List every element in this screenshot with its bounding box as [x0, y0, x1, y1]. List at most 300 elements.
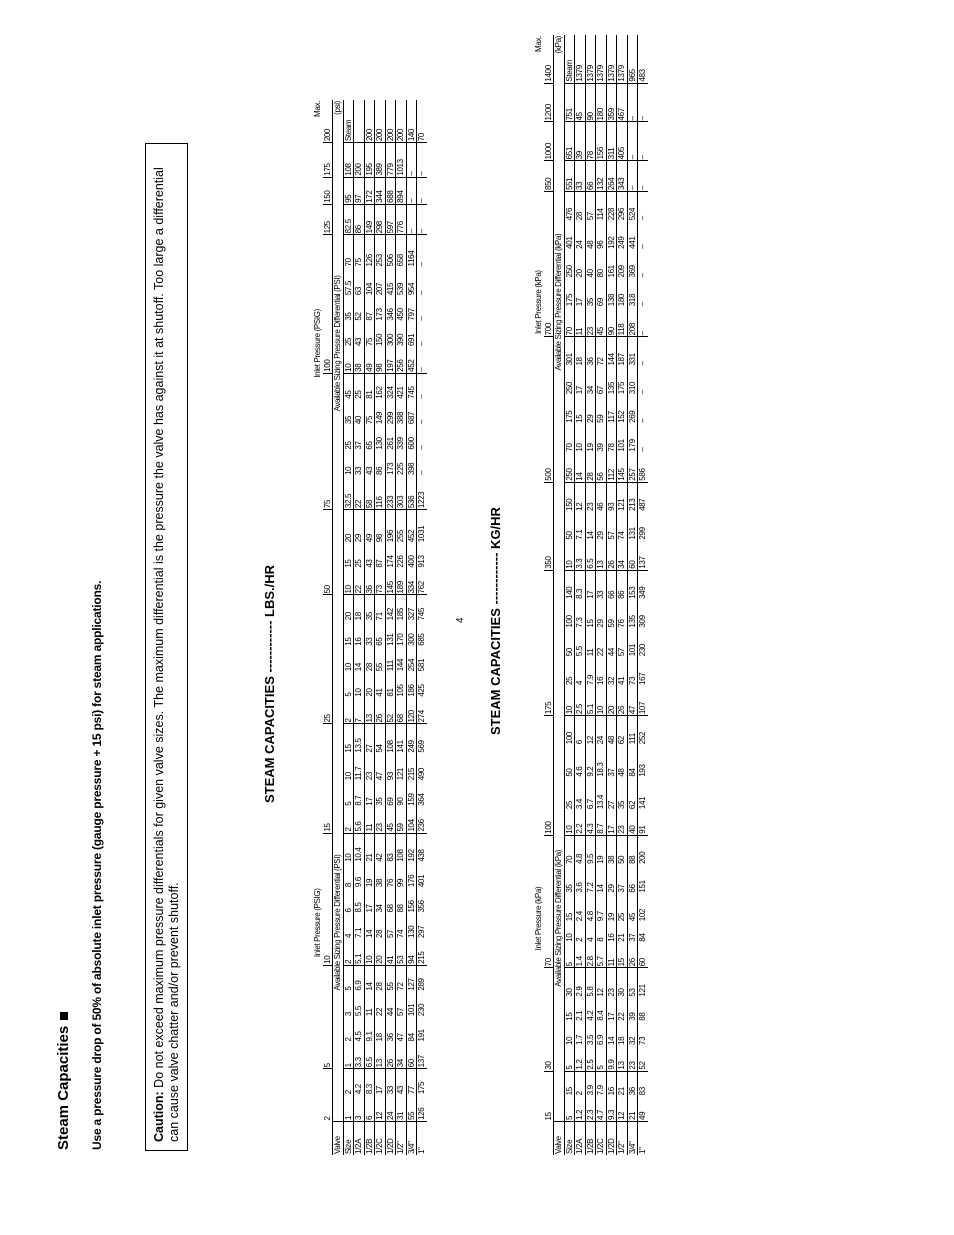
capacity-cell: 10 — [596, 686, 607, 716]
capacity-cell: 15 — [617, 943, 628, 968]
capacity-cell: 24 — [385, 1095, 396, 1121]
differential-value: 10 — [564, 686, 575, 716]
capacity-cell: 114 — [596, 192, 607, 222]
differential-value: 10 — [343, 451, 354, 476]
capacity-cell: 81 — [385, 672, 396, 697]
capacity-cell: 309 — [638, 600, 648, 629]
capacity-cell: 60 — [638, 943, 648, 968]
capacity-cell: 359 — [606, 83, 617, 122]
capacity-cell: 73 — [638, 1022, 648, 1046]
capacity-cell: 93 — [606, 482, 617, 512]
capacity-cell: 19 — [364, 863, 375, 888]
size-label: Size — [343, 1122, 354, 1156]
capacity-cell: 581 — [417, 647, 427, 672]
differential-value: 70 — [564, 835, 575, 865]
capacity-cell: 215 — [406, 754, 417, 782]
table-lbs — [313, 100, 427, 1155]
valve-size: 1" — [638, 1122, 648, 1156]
capacity-cell: 47 — [627, 686, 638, 716]
capacity-cell: 25 — [354, 543, 365, 568]
capacity-cell: 8.3 — [575, 570, 586, 600]
valve-label: Valve — [333, 1122, 344, 1156]
blank-cell — [313, 510, 323, 724]
capacity-cell: 45 — [627, 894, 638, 923]
capacity-cell: 57 — [396, 992, 407, 1017]
capacity-cell: 101 — [627, 629, 638, 658]
valve-size: 1/2D — [385, 1122, 396, 1156]
capacity-cell: 87 — [375, 543, 386, 568]
inlet-pressure-value: 1400 — [544, 35, 554, 83]
capacity-cell: 23 — [375, 807, 386, 833]
capacity-cell: 390 — [396, 322, 407, 347]
capacity-cell: 43 — [364, 451, 375, 476]
capacity-cell: 687 — [406, 400, 417, 425]
capacity-cell: 3.4 — [575, 778, 586, 810]
inlet-pressure-value: 5 — [323, 965, 333, 1069]
capacity-cell: 20 — [606, 686, 617, 716]
capacity-cell: 93 — [385, 754, 396, 782]
capacity-cell: 252 — [638, 716, 648, 746]
differential-value: 10 — [343, 347, 354, 373]
caution-label: Caution: — [152, 1091, 166, 1142]
valve-size: 1/2C — [375, 1122, 386, 1156]
capacity-cell: 21 — [617, 922, 628, 942]
capacity-cell: 55 — [406, 1095, 417, 1121]
capacity-cell: 8.5 — [354, 888, 365, 913]
capacity-cell: 108 — [385, 724, 396, 754]
capacity-cell: 298 — [375, 204, 386, 235]
capacity-cell: 3 — [354, 1095, 365, 1121]
capacity-cell: 19 — [606, 894, 617, 923]
capacity-cell: 11 — [585, 629, 596, 658]
capacity-cell: 15 — [575, 395, 586, 424]
inlet-pressure-value: 150 — [323, 177, 333, 204]
capacity-cell: 9.5 — [585, 835, 596, 865]
differential-value: 8 — [343, 863, 354, 888]
capacity-cell: 17 — [364, 888, 375, 913]
capacity-cell: 104 — [406, 807, 417, 833]
table-row — [596, 35, 607, 1155]
inlet-pressure-value: 175 — [544, 570, 554, 715]
differential-value: 301 — [564, 337, 575, 367]
capacity-cell: 45 — [385, 807, 396, 833]
capacity-cell: 105 — [396, 672, 407, 697]
capacity-cell: 36 — [585, 337, 596, 367]
capacity-cell: 83 — [638, 1071, 648, 1096]
capacity-cell: 8.3 — [364, 1069, 375, 1095]
capacity-cell: 8.4 — [596, 998, 607, 1022]
differential-value: 50 — [564, 512, 575, 541]
capacity-cell: 779 — [385, 143, 396, 177]
capacity-cell: 53 — [627, 968, 638, 998]
capacity-cell: 3.6 — [575, 865, 586, 894]
capacity-cell: 2.2 — [575, 810, 586, 835]
capacity-cell: 23 — [606, 968, 617, 998]
table-row — [585, 35, 596, 1155]
capacity-cell: 90 — [396, 781, 407, 806]
capacity-cell: 233 — [385, 476, 396, 510]
differential-value: 10 — [564, 1022, 575, 1046]
capacity-cell: 14 — [606, 1022, 617, 1046]
differential-value: 20 — [343, 510, 354, 544]
inlet-pressure-value: 350 — [544, 482, 554, 570]
table-row — [354, 100, 365, 1155]
capacity-cell: 180 — [617, 279, 628, 308]
capacity-cell: 467 — [617, 83, 628, 122]
capacity-cell: 586 — [638, 453, 648, 483]
differential-value: 1 — [343, 1043, 354, 1069]
capacity-cell: 149 — [364, 204, 375, 235]
capacity-cell: 104 — [364, 267, 375, 296]
max-label: Max. — [313, 101, 322, 117]
capacity-cell: 31 — [396, 1095, 407, 1121]
header-inlet-row — [313, 100, 323, 1155]
capacity-cell: 131 — [385, 621, 396, 646]
capacity-cell: 88 — [638, 998, 648, 1022]
capacity-cell: 597 — [385, 204, 396, 235]
capacity-cell: 17 — [575, 367, 586, 396]
capacity-cell: 22 — [354, 476, 365, 510]
capacity-cell: 10 — [575, 424, 586, 453]
capacity-cell: 88 — [396, 888, 407, 913]
capacity-cell: 162 — [375, 373, 386, 399]
capacity-cell: 13 — [617, 1046, 628, 1071]
capacity-cell: 48 — [617, 745, 628, 777]
capacity-cell: 364 — [417, 781, 427, 806]
square-bullet-icon — [60, 1012, 68, 1020]
capacity-cell: – — [417, 235, 427, 268]
differential-value: 15 — [564, 1071, 575, 1096]
capacity-cell: 5.6 — [354, 807, 365, 833]
differential-value: 100 — [564, 600, 575, 629]
capacity-cell: 94 — [406, 939, 417, 965]
blank-cell — [313, 1122, 323, 1156]
capacity-cell: 200 — [638, 835, 648, 865]
capacity-cell: 310 — [627, 367, 638, 396]
capacity-cell: 7.9 — [596, 1071, 607, 1096]
differential-value: 2 — [343, 698, 354, 724]
inlet-pressure-value: 100 — [544, 716, 554, 836]
capacity-cell: 5.5 — [354, 992, 365, 1017]
capacity-cell: 60 — [627, 541, 638, 571]
capacity-cell: 15 — [585, 600, 596, 629]
capacity-cell: 151 — [638, 865, 648, 894]
blank-cell — [554, 482, 565, 715]
differential-value: 35 — [343, 296, 354, 321]
capacity-cell: 49 — [364, 510, 375, 544]
capacity-cell: 37 — [606, 745, 617, 777]
capacity-cell: 73 — [627, 657, 638, 686]
capacity-cell: 23 — [585, 307, 596, 337]
differential-value: 45 — [343, 373, 354, 399]
capacity-cell: 23 — [627, 1046, 638, 1071]
capacity-cell: 108 — [396, 833, 407, 863]
capacity-cell: 4.3 — [585, 810, 596, 835]
section-heading: Steam Capacities — [55, 1012, 72, 1150]
capacity-cell: 225 — [396, 451, 407, 476]
capacity-cell: 98 — [375, 510, 386, 544]
capacity-cell: 1379 — [585, 35, 596, 83]
capacity-cell: 23 — [364, 754, 375, 782]
capacity-cell: 10 — [364, 939, 375, 965]
differential-value: 10 — [343, 833, 354, 863]
capacity-cell: 22 — [596, 629, 607, 658]
capacity-cell: 29 — [585, 395, 596, 424]
capacity-cell: 13 — [364, 698, 375, 724]
capacity-cell: 33 — [575, 161, 586, 192]
capacity-cell: 175 — [617, 367, 628, 396]
capacity-cell: 34 — [375, 888, 386, 913]
capacity-cell: 58 — [364, 476, 375, 510]
capacity-cell: 14 — [575, 453, 586, 483]
table-row — [575, 35, 586, 1155]
capacity-cell: 487 — [638, 482, 648, 512]
capacity-cell: 7.1 — [575, 512, 586, 541]
capacity-cell: 74 — [617, 512, 628, 541]
capacity-cell: 200 — [396, 100, 407, 143]
capacity-cell: 29 — [596, 600, 607, 629]
capacity-cell: 249 — [617, 221, 628, 250]
capacity-cell: 29 — [596, 512, 607, 541]
capacity-cell: 40 — [354, 400, 365, 425]
capacity-cell: 11.7 — [354, 754, 365, 782]
capacity-cell: 450 — [396, 296, 407, 321]
capacity-cell: 28 — [375, 965, 386, 991]
header-sizing-row — [333, 100, 344, 1155]
capacity-cell: 41 — [375, 672, 386, 697]
table-row — [385, 100, 396, 1155]
capacity-cell: 300 — [406, 621, 417, 646]
capacity-cell: 24 — [596, 716, 607, 746]
differential-value: 5 — [564, 943, 575, 968]
capacity-cell: 3.5 — [585, 1022, 596, 1046]
capacity-cell: 175 — [417, 1069, 427, 1095]
capacity-cell: 346 — [385, 296, 396, 321]
capacity-cell: 75 — [354, 235, 365, 268]
capacity-cell: 86 — [617, 570, 628, 600]
capacity-cell: – — [406, 204, 417, 235]
capacity-cell: 685 — [417, 621, 427, 646]
capacity-cell: 66 — [627, 865, 638, 894]
capacity-cell: 91 — [638, 810, 648, 835]
capacity-cell: 152 — [617, 395, 628, 424]
blank-cell — [544, 1122, 554, 1156]
inlet-pressure-value: 15 — [543, 1112, 553, 1121]
differential-value: 15 — [564, 998, 575, 1022]
capacity-cell: – — [406, 177, 417, 204]
capacity-cell: 7.2 — [585, 865, 596, 894]
capacity-cell: 5.8 — [585, 968, 596, 998]
capacity-cell: 87 — [364, 296, 375, 321]
capacity-cell: 189 — [396, 569, 407, 595]
capacity-cell: 25 — [617, 894, 628, 923]
header-differential-row — [564, 35, 575, 1155]
inlet-pressure-value: 200 — [323, 100, 333, 143]
capacity-cell: 745 — [406, 373, 417, 399]
capacity-cell: 176 — [406, 863, 417, 888]
inlet-pressure-value: 25 — [323, 595, 333, 724]
capacity-cell: 2 — [575, 922, 586, 942]
capacity-cell: 43 — [396, 1069, 407, 1095]
capacity-cell: 257 — [627, 453, 638, 483]
capacity-cell: 156 — [596, 122, 607, 161]
table-row — [627, 35, 638, 1155]
sizing-differential-label: Available Sizing Pressure Differential (kPa) — [554, 122, 565, 482]
capacity-cell: 8 — [596, 922, 607, 942]
capacity-cell: – — [627, 122, 638, 161]
capacity-cell: 55 — [375, 647, 386, 672]
capacity-cell: – — [638, 83, 648, 122]
differential-value: 15 — [343, 724, 354, 754]
inlet-pressure-value: 15 — [323, 724, 333, 833]
capacity-cell: 5.5 — [575, 629, 586, 658]
caution-text: Do not exceed maximum pressure differentials for given valve sizes. The maximum differential is the pressure the valve has against it at shutoff. Too large a differential can cause valve chatter and/or prevent shutoff. — [152, 167, 181, 1142]
inlet-pressure-value: 1000 — [544, 122, 554, 161]
capacity-cell: 13.4 — [596, 778, 607, 810]
capacity-cell: – — [638, 337, 648, 367]
capacity-cell: 173 — [375, 296, 386, 321]
differential-value: 10 — [343, 569, 354, 595]
capacity-cell: 97 — [354, 177, 365, 204]
capacity-cell: 249 — [406, 724, 417, 754]
capacity-cell: 21 — [617, 1071, 628, 1096]
capacity-cell: 32 — [606, 657, 617, 686]
capacity-cell: 39 — [627, 998, 638, 1022]
capacity-cell: 1379 — [596, 35, 607, 83]
capacity-cell: 965 — [627, 35, 638, 83]
capacity-cell: 9.9 — [606, 1046, 617, 1071]
capacity-cell: 21 — [627, 1096, 638, 1121]
inlet-pressure-value: 2 — [322, 1116, 332, 1121]
size-label: Size — [564, 1122, 575, 1156]
capacity-cell: 70 — [417, 100, 427, 143]
capacity-cell: 86 — [375, 451, 386, 476]
capacity-cell: 68 — [385, 888, 396, 913]
inlet-pressure-label: Inlet Pressure (PSIG) — [313, 888, 322, 958]
capacity-cell: 236 — [417, 807, 427, 833]
differential-value: 2 — [343, 1069, 354, 1095]
capacity-cell: 28 — [575, 192, 586, 222]
differential-value: 15 — [343, 621, 354, 646]
capacity-cell: 135 — [606, 367, 617, 396]
capacity-cell: 688 — [385, 177, 396, 204]
differential-value: 651 — [564, 122, 575, 161]
capacity-cell: 193 — [638, 745, 648, 777]
capacity-cell: 10 — [354, 672, 365, 697]
capacity-cell: 9.3 — [606, 1096, 617, 1121]
capacity-cell: 536 — [406, 476, 417, 510]
capacity-cell: 691 — [406, 322, 417, 347]
capacity-cell: 62 — [627, 778, 638, 810]
capacity-cell: – — [417, 204, 427, 235]
capacity-cell: 62 — [617, 716, 628, 746]
capacity-cell: 405 — [617, 122, 628, 161]
capacity-cell: – — [417, 143, 427, 177]
capacity-cell: 74 — [396, 914, 407, 939]
capacity-cell: 388 — [396, 400, 407, 425]
capacity-cell: 7 — [354, 698, 365, 724]
capacity-cell: 50 — [617, 835, 628, 865]
capacity-cell: 11 — [575, 307, 586, 337]
capacity-cell: 35 — [364, 595, 375, 621]
capacity-cell: 9.2 — [585, 745, 596, 777]
differential-value: 1 — [343, 1095, 354, 1121]
differential-value: 20 — [343, 595, 354, 621]
differential-value: 70 — [343, 235, 354, 268]
capacity-cell: 43 — [364, 543, 375, 568]
capacity-cell: 14 — [364, 914, 375, 939]
capacity-cell: 35 — [617, 778, 628, 810]
capacity-cell: 255 — [396, 510, 407, 544]
capacity-cell: 208 — [627, 307, 638, 337]
differential-value: 175 — [564, 395, 575, 424]
capacity-cell: 118 — [617, 307, 628, 337]
sizing-differential-label: Available Sizing Pressure Differential (PSI) — [333, 724, 344, 1122]
capacity-cell: 195 — [364, 143, 375, 177]
inlet-pressure-value: 50 — [323, 510, 333, 595]
capacity-cell: 4.8 — [575, 835, 586, 865]
differential-value: 25 — [564, 657, 575, 686]
capacity-cell: 69 — [385, 781, 396, 806]
capacity-cell: 3.9 — [585, 1071, 596, 1096]
capacity-cell: 6.9 — [354, 965, 365, 991]
inlet-pressure-value: 10 — [323, 833, 333, 965]
differential-value: 250 — [564, 250, 575, 279]
capacity-cell: 339 — [396, 425, 407, 450]
capacity-cell: 22 — [617, 998, 628, 1022]
capacity-cell: 52 — [638, 1046, 648, 1071]
capacity-cell: 331 — [627, 337, 638, 367]
capacity-cell: 1.2 — [575, 1096, 586, 1121]
capacity-cell: 116 — [375, 476, 386, 510]
capacity-cell: 5.1 — [354, 939, 365, 965]
differential-value: 150 — [564, 482, 575, 512]
valve-size: 1/2" — [617, 1122, 628, 1156]
capacity-cell: 261 — [385, 425, 396, 450]
differential-value: 15 — [343, 543, 354, 568]
differential-value: 50 — [564, 745, 575, 777]
capacity-cell: 174 — [385, 543, 396, 568]
capacity-cell: – — [638, 307, 648, 337]
capacity-cell: 1013 — [396, 143, 407, 177]
table-row — [617, 35, 628, 1155]
differential-value: 5 — [343, 965, 354, 991]
sizing-differential-label: Available Sizing Pressure Differential (kPa) — [554, 716, 565, 1122]
capacity-cell: 490 — [417, 754, 427, 782]
capacity-cell: 101 — [406, 992, 417, 1017]
capacity-cell: 209 — [617, 250, 628, 279]
differential-value: Steam — [343, 100, 354, 143]
capacity-cell: 59 — [596, 395, 607, 424]
capacity-cell: 34 — [617, 541, 628, 571]
capacity-cell: 121 — [638, 968, 648, 998]
capacity-cell: 137 — [638, 541, 648, 571]
capacity-cell: 253 — [375, 235, 386, 268]
capacity-cell: 25 — [354, 373, 365, 399]
capacity-cell: 34 — [396, 1043, 407, 1069]
capacity-cell: 141 — [638, 778, 648, 810]
capacity-cell: 130 — [375, 425, 386, 450]
capacity-cell: 135 — [627, 600, 638, 629]
capacity-cell: 77 — [406, 1069, 417, 1095]
capacity-cell: 24 — [575, 221, 586, 250]
capacity-cell: 27 — [364, 724, 375, 754]
capacity-cell: 18 — [354, 595, 365, 621]
inlet-pressure-label: Inlet Pressure (kPa) — [534, 886, 543, 951]
capacity-cell: 45 — [575, 83, 586, 122]
capacity-cell: – — [417, 322, 427, 347]
capacity-cell: 7.1 — [354, 914, 365, 939]
